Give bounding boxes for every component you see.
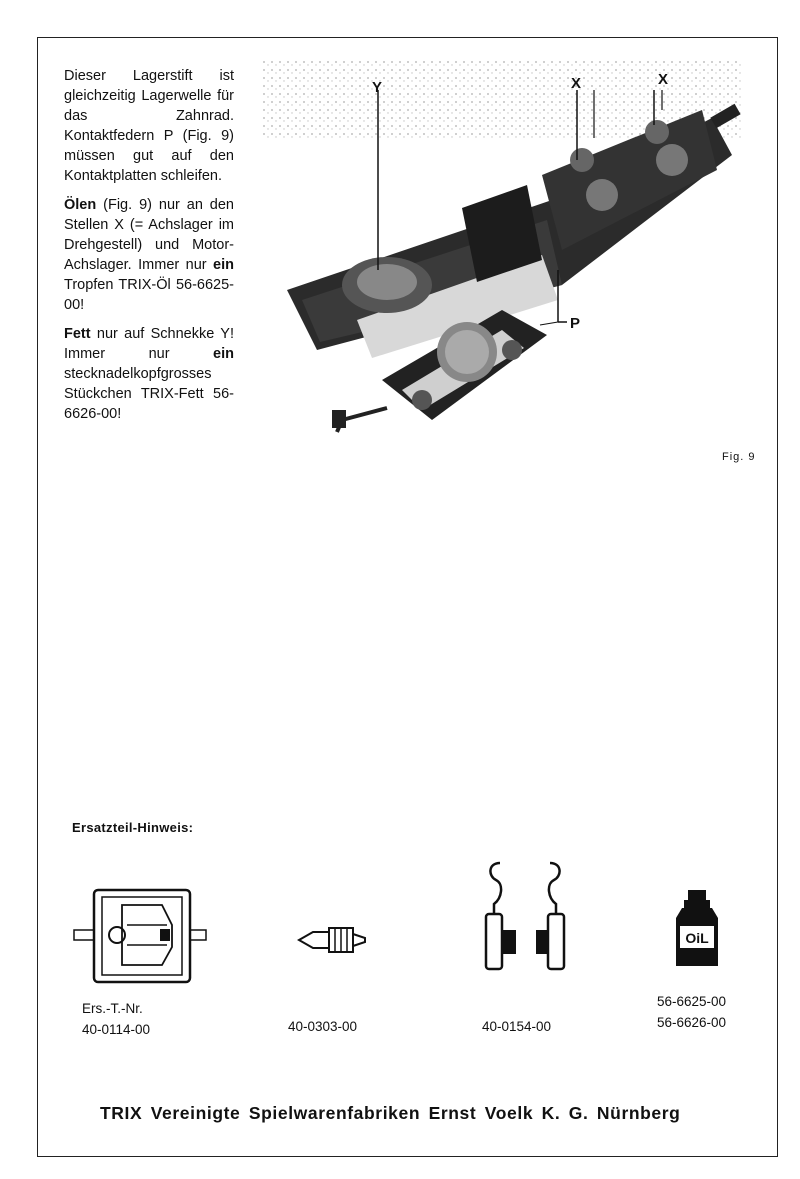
manufacturer-footer: TRIX Vereinigte Spielwarenfabriken Ernst Voelk K. G. Nürnberg [100,1103,681,1123]
motor-part-number: 40-0114-00 [82,1022,151,1037]
grease-part-number: 56-6626-00 [657,1015,727,1030]
oiling-text: (Fig. 9) nur an den Stellen X (= Achslager im Drehgestell) und Motor-Achslager. Immer nur [64,197,234,273]
paragraph-bearing-pin: Dieser Lagerstift ist gleichzeitig Lagerwelle für das Zahnrad. Kontaktfedern P (Fig. 9) müssen gut auf den Kontaktplatten schleifen. [64,68,234,184]
oil-bottle-illustration [672,888,722,968]
oil-bottle-label: OiL [685,930,709,946]
paragraph-grease [64,324,234,424]
oiling-emphasis: ein [213,257,234,273]
callout-x-first: X [571,75,582,92]
springs-part-number: 40-0154-00 [482,1019,552,1034]
motor-part-caption [82,998,150,1040]
grease-text-end: stecknadelkopfgrosses Stückchen TRIX-Fett 56-6626-00! [64,366,234,422]
oiling-lead: Ölen [64,197,97,213]
bulb-part-number: 40-0303-00 [288,1019,358,1034]
motor-part-illustration [72,885,212,990]
callout-y: Y [372,79,383,96]
contact-springs-illustration [480,858,575,973]
grease-text: nur auf Schnekke Y! Immer nur [64,326,234,362]
paragraph-oiling [64,195,234,315]
instruction-text [64,66,234,433]
spare-part-number-label: Ers.-T.-Nr. [82,1001,143,1016]
grease-emphasis: ein [213,346,234,362]
oiling-text-end: Tropfen TRIX-Öl 56-6625-00! [64,277,234,313]
locomotive-chassis-figure [262,60,762,460]
oil-part-caption [657,991,726,1033]
bulb-part-illustration [295,920,375,960]
callout-p: P [570,315,581,332]
grease-lead: Fett [64,326,91,342]
spare-parts-heading: Ersatzteil-Hinweis: [72,820,194,835]
figure-caption: Fig. 9 [722,451,756,463]
oil-part-number: 56-6625-00 [657,994,727,1009]
callout-x-second: X [658,71,669,88]
